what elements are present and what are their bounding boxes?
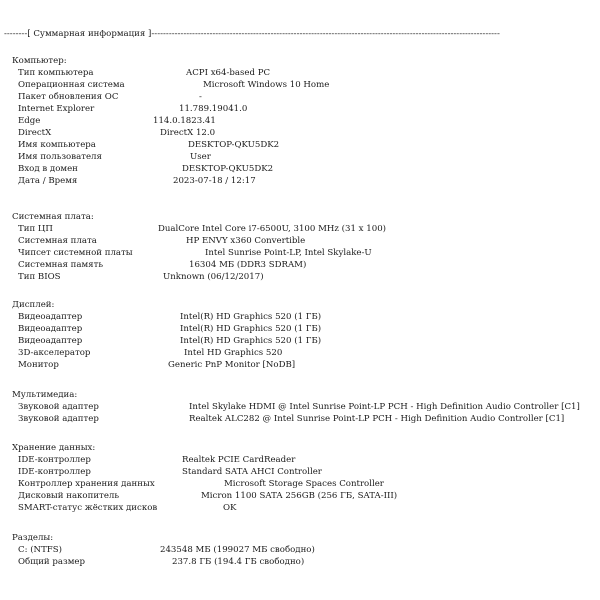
section-title-partitions: Разделы: — [12, 533, 54, 543]
value-os: Microsoft Windows 10 Home — [203, 80, 330, 90]
section-title-multimedia: Мультимедиа: — [12, 390, 78, 400]
label-domain-login: Вход в домен — [18, 164, 78, 174]
value-motherboard: HP ENVY x360 Convertible — [186, 236, 306, 246]
value-system-memory: 16304 МБ (DDR3 SDRAM) — [189, 260, 307, 270]
section-title-motherboard: Системная плата: — [12, 212, 94, 222]
value-video-adapter-3: Intel(R) HD Graphics 520 (1 ГБ) — [180, 336, 322, 346]
value-computer-name: DESKTOP-QKU5DK2 — [188, 140, 280, 150]
label-video-adapter-2: Видеоадаптер — [18, 324, 83, 334]
label-computer-type: Тип компьютера — [18, 68, 94, 78]
label-partition-c: C: (NTFS) — [18, 545, 63, 555]
value-computer-type: ACPI x64-based PC — [186, 68, 271, 78]
label-motherboard: Системная плата — [18, 236, 97, 246]
summary-header — [4, 29, 600, 39]
value-video-adapter-2: Intel(R) HD Graphics 520 (1 ГБ) — [180, 324, 322, 334]
value-date-time: 2023-07-18 / 12:17 — [173, 176, 256, 186]
value-bios-type: Unknown (06/12/2017) — [163, 272, 264, 282]
value-ide-controller-1: Realtek PCIE CardReader — [182, 455, 296, 465]
value-smart-status: OK — [223, 503, 237, 513]
label-user-name: Имя пользователя — [18, 152, 102, 162]
value-disk-drive: Micron 1100 SATA 256GB (256 ГБ, SATA-III) — [201, 491, 398, 501]
value-directx: DirectX 12.0 — [160, 128, 216, 138]
value-ide-controller-2: Standard SATA AHCI Controller — [182, 467, 322, 477]
header-prefix: --------[ — [4, 29, 34, 39]
label-total-size: Общий размер — [18, 557, 85, 567]
header-suffix: ]------------------------------------------------------------------------------------------------------------------------ — [145, 29, 500, 39]
section-title-display: Дисплей: — [12, 300, 55, 310]
value-cpu-type: DualCore Intel Core i7-6500U, 3100 MHz (31 x 100) — [158, 224, 387, 234]
value-user-name: User — [190, 152, 211, 162]
label-monitor: Монитор — [18, 360, 59, 370]
label-chipset: Чипсет системной платы — [18, 248, 133, 258]
value-internet-explorer: 11.789.19041.0 — [179, 104, 248, 114]
label-date-time: Дата / Время — [18, 176, 78, 186]
label-bios-type: Тип BIOS — [18, 272, 61, 282]
value-3d-accelerator: Intel HD Graphics 520 — [184, 348, 283, 358]
value-audio-adapter-1: Intel Skylake HDMI @ Intel Sunrise Point-LP PCH - High Definition Audio Controller [C1] — [189, 402, 580, 412]
label-computer-name: Имя компьютера — [18, 140, 96, 150]
label-storage-controller: Контроллер хранения данных — [18, 479, 155, 489]
value-monitor: Generic PnP Monitor [NoDB] — [168, 360, 296, 370]
section-title-computer: Компьютер: — [12, 56, 67, 66]
value-edge: 114.0.1823.41 — [153, 116, 216, 126]
section-title-storage: Хранение данных: — [12, 443, 96, 453]
value-partition-c: 243548 МБ (199027 МБ свободно) — [160, 545, 315, 555]
value-total-size: 237.8 ГБ (194.4 ГБ свободно) — [172, 557, 305, 567]
value-chipset: Intel Sunrise Point-LP, Intel Skylake-U — [205, 248, 372, 258]
label-ide-controller-2: IDE-контроллер — [18, 467, 91, 477]
value-video-adapter-1: Intel(R) HD Graphics 520 (1 ГБ) — [180, 312, 322, 322]
label-edge: Edge — [18, 116, 41, 126]
label-3d-accelerator: 3D-акселератор — [18, 348, 91, 358]
label-os-service-pack: Пакет обновления ОС — [18, 92, 119, 102]
value-audio-adapter-2: Realtek ALC282 @ Intel Sunrise Point-LP PCH - High Definition Audio Controller [C1] — [189, 414, 565, 424]
label-smart-status: SMART-статус жёстких дисков — [18, 503, 158, 513]
label-video-adapter-3: Видеоадаптер — [18, 336, 83, 346]
label-system-memory: Системная память — [18, 260, 104, 270]
label-os: Операционная система — [18, 80, 125, 90]
label-disk-drive: Дисковый накопитель — [18, 491, 120, 501]
value-domain-login: DESKTOP-QKU5DK2 — [182, 164, 274, 174]
label-audio-adapter-2: Звуковой адаптер — [18, 414, 99, 424]
label-audio-adapter-1: Звуковой адаптер — [18, 402, 99, 412]
label-ide-controller-1: IDE-контроллер — [18, 455, 91, 465]
value-os-service-pack: - — [199, 92, 202, 102]
label-directx: DirectX — [18, 128, 52, 138]
label-video-adapter-1: Видеоадаптер — [18, 312, 83, 322]
label-cpu-type: Тип ЦП — [18, 224, 53, 234]
value-storage-controller: Microsoft Storage Spaces Controller — [224, 479, 384, 489]
header-title: Суммарная информация — [33, 29, 146, 39]
label-internet-explorer: Internet Explorer — [18, 104, 95, 114]
